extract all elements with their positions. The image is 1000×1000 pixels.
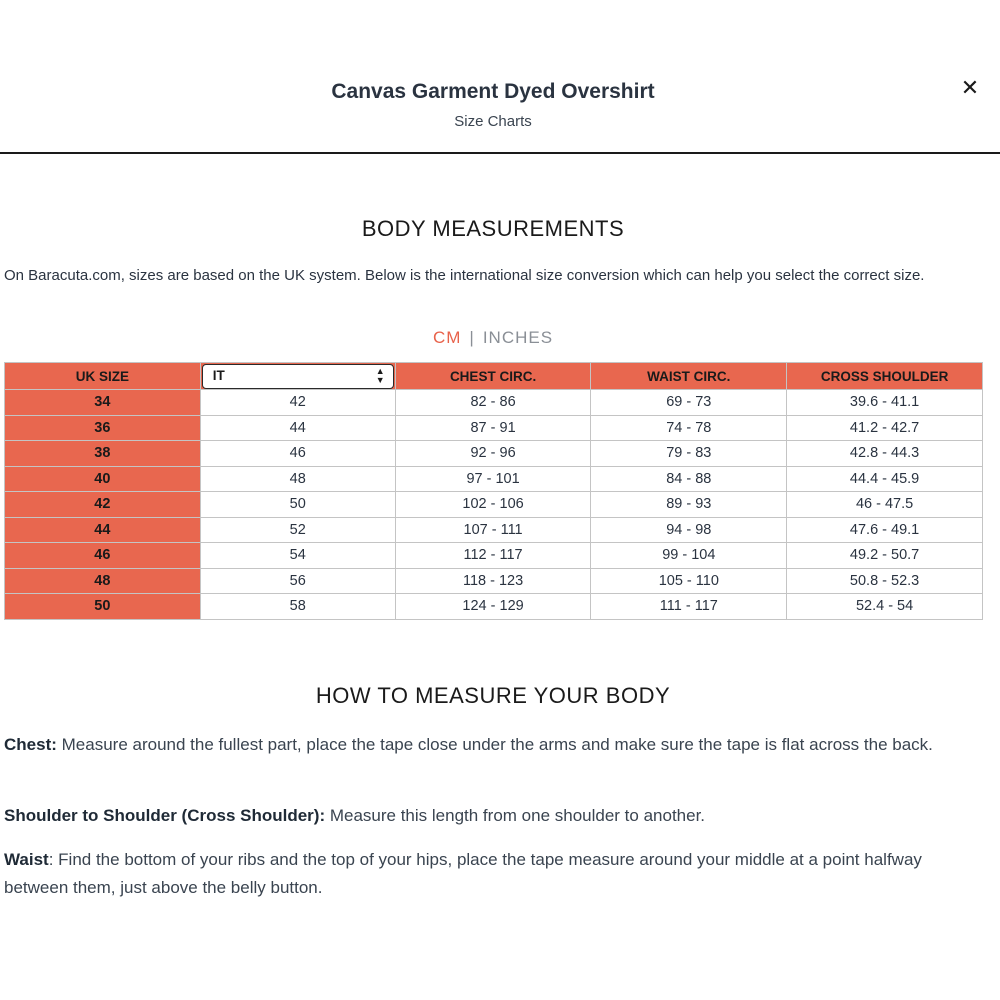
cell-chest: 97 - 101 — [395, 466, 591, 492]
cell-shoulder: 50.8 - 52.3 — [787, 568, 983, 594]
cell-it-size: 54 — [200, 543, 395, 569]
unit-separator: | — [469, 328, 475, 347]
unit-cm-button[interactable]: CM — [432, 328, 462, 347]
cell-waist: 79 - 83 — [591, 441, 787, 467]
header-conversion-select — [200, 363, 395, 390]
waist-label: Waist — [4, 850, 49, 869]
cell-chest: 87 - 91 — [395, 415, 591, 441]
header-uk-size: UK SIZE — [5, 363, 201, 390]
table-row — [5, 466, 983, 492]
shoulder-label: Shoulder to Shoulder (Cross Shoulder): — [4, 806, 326, 825]
cell-chest: 82 - 86 — [395, 390, 591, 416]
cell-shoulder: 52.4 - 54 — [787, 594, 983, 620]
cell-chest: 92 - 96 — [395, 441, 591, 467]
unit-toggle — [0, 328, 986, 348]
cell-chest: 102 - 106 — [395, 492, 591, 518]
table-row — [5, 517, 983, 543]
cell-uk-size: 50 — [5, 594, 201, 620]
cell-waist: 74 - 78 — [591, 415, 787, 441]
modal-header — [0, 0, 1000, 154]
chest-text: Measure around the fullest part, place the tape close under the arms and make sure the tape is flat across the back. — [56, 735, 933, 754]
close-icon[interactable]: ✕ — [960, 75, 980, 100]
cell-chest: 112 - 117 — [395, 543, 591, 569]
cell-shoulder: 47.6 - 49.1 — [787, 517, 983, 543]
waist-instruction — [4, 846, 964, 902]
table-row — [5, 390, 983, 416]
page-title: Canvas Garment Dyed Overshirt — [331, 80, 655, 103]
cell-it-size: 50 — [200, 492, 395, 518]
how-to-measure-title: HOW TO MEASURE YOUR BODY — [315, 683, 671, 708]
cell-shoulder: 46 - 47.5 — [787, 492, 983, 518]
header-waist: WAIST CIRC. — [591, 363, 787, 390]
cell-it-size: 48 — [200, 466, 395, 492]
waist-text: : Find the bottom of your ribs and the top of your hips, place the tape measure around your middle at a point halfway between them, just above the belly button. — [4, 850, 922, 897]
select-arrows-icon: ▲ ▼ — [375, 365, 385, 385]
cell-waist: 105 - 110 — [591, 568, 787, 594]
table-row — [5, 492, 983, 518]
cell-shoulder: 49.2 - 50.7 — [787, 543, 983, 569]
cell-chest: 107 - 111 — [395, 517, 591, 543]
cell-chest: 124 - 129 — [395, 594, 591, 620]
cell-it-size: 58 — [200, 594, 395, 620]
unit-inches-button[interactable]: INCHES — [482, 328, 554, 347]
header-chest: CHEST CIRC. — [395, 363, 591, 390]
size-table — [4, 362, 983, 620]
cell-waist: 99 - 104 — [591, 543, 787, 569]
cell-it-size: 56 — [200, 568, 395, 594]
cell-waist: 94 - 98 — [591, 517, 787, 543]
cell-waist: 69 - 73 — [591, 390, 787, 416]
cell-uk-size: 48 — [5, 568, 201, 594]
table-row — [5, 543, 983, 569]
cell-waist: 89 - 93 — [591, 492, 787, 518]
cell-shoulder: 42.8 - 44.3 — [787, 441, 983, 467]
shoulder-instruction — [4, 802, 964, 830]
table-row — [5, 594, 983, 620]
cell-it-size: 44 — [200, 415, 395, 441]
cell-it-size: 46 — [200, 441, 395, 467]
cell-waist: 111 - 117 — [591, 594, 787, 620]
size-system-select[interactable] — [202, 364, 394, 389]
shoulder-text: Measure this length from one shoulder to another. — [325, 806, 706, 825]
cell-uk-size: 42 — [5, 492, 201, 518]
page-subtitle: Size Charts — [454, 113, 532, 130]
table-row — [5, 441, 983, 467]
header-shoulder: CROSS SHOULDER — [787, 363, 983, 390]
cell-shoulder: 44.4 - 45.9 — [787, 466, 983, 492]
cell-uk-size: 44 — [5, 517, 201, 543]
cell-shoulder: 39.6 - 41.1 — [787, 390, 983, 416]
cell-uk-size: 46 — [5, 543, 201, 569]
size-system-value: IT — [212, 367, 225, 383]
cell-uk-size: 38 — [5, 441, 201, 467]
table-row — [5, 568, 983, 594]
cell-it-size: 42 — [200, 390, 395, 416]
cell-it-size: 52 — [200, 517, 395, 543]
cell-uk-size: 34 — [5, 390, 201, 416]
cell-uk-size: 36 — [5, 415, 201, 441]
chest-instruction — [4, 731, 964, 759]
cell-shoulder: 41.2 - 42.7 — [787, 415, 983, 441]
body-measurements-title: BODY MEASUREMENTS — [361, 216, 625, 241]
intro-text: On Baracuta.com, sizes are based on the UK system. Below is the international size conversion which can help you select the correct size. — [4, 267, 925, 284]
cell-chest: 118 - 123 — [395, 568, 591, 594]
cell-waist: 84 - 88 — [591, 466, 787, 492]
cell-uk-size: 40 — [5, 466, 201, 492]
chest-label: Chest: — [4, 735, 57, 754]
table-header-row — [5, 363, 983, 390]
table-row — [5, 415, 983, 441]
